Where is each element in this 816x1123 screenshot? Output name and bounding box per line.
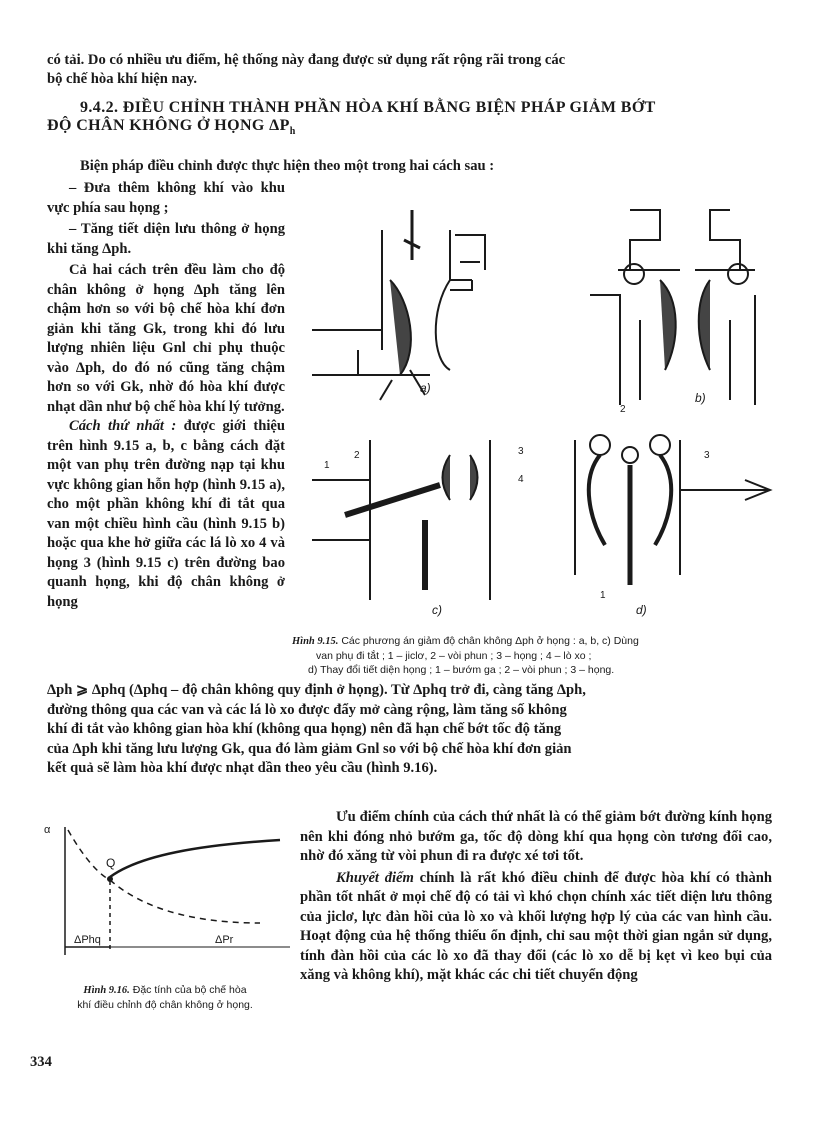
intro-line-2: bộ chế hòa khí hiện nay. — [47, 71, 198, 87]
page-number: 334 — [30, 1054, 52, 1070]
point-q — [108, 877, 113, 882]
disadvantage-title: Khuyết điểm — [336, 869, 414, 886]
d-num-2: 2 — [620, 404, 626, 415]
section-heading-line-1: 9.4.2. ĐIỀU CHỈNH THÀNH PHẦN HÒA KHÍ BẰNG BIỆN PHÁP GIẢM BỚT — [80, 99, 656, 116]
figure-9-16-caption: Hình 9.16. Đặc tính của bộ chế hòa khí điều chỉnh độ chân không ở họng. — [77, 984, 253, 1011]
right-column — [300, 808, 772, 986]
bullet-1: – Đưa thêm không khí vào khu vực phía sau họng ; — [47, 180, 285, 216]
disadvantage-paragraph: Khuyết điểm chính là rất khó điều chỉnh để được hòa khí có thành phần tốt nhất ở mọi chế độ có tải vì khó chọn chính xác tiết diện lưu thông của jiclơ, lực đàn hồi của lò xo và khối lượng hợp lý của các van hình cầu. Hoạt động của hệ thống thiếu ổn định, chỉ sau một thời gian ngắn sử dụng, tính đàn hồi của các lò xo đã thay đổi (các lò xo dễ bị kẹt vì keo bụi của xăng và không khí), mặt khác các chi tiết chuyển động — [300, 869, 772, 983]
method-1-paragraph: Cách thứ nhất : được giới thiệu trên hình 9.15 a, b, c bằng cách đặt một van phụ trên đường nạp tại khu vực không gian hỗn hợp (hình 9.15 a), cho một phần không khí đi tắt qua van một chiều hình cầu (hình 9.15 b) hoặc qua khe hở giữa các lá lò xo 4 và họng 3 (hình 9.15 c) trên đường bao quanh họng, khi độ chân không ở họng — [47, 418, 286, 610]
lead-sentence: Biện pháp điều chỉnh được thực hiện theo một trong hai cách sau : — [80, 158, 495, 174]
diagram-c — [312, 440, 524, 617]
diagram-d — [575, 404, 770, 617]
c-num-3: 3 — [518, 446, 524, 457]
paragraph-1: Cả hai cách trên đều làm cho độ chân không ở họng Δph tăng lên chậm hơn so với bộ chế hòa khí đơn giản khi tăng Gk, trong khi đó lưu lượng nhiên liệu Gnl chỉ phụ thuộc vào Δph, do đó nó cũng tăng chậm hơn so với Gk, nhờ đó hòa khí được nhạt dần như bộ chế hòa khí lý tưởng. — [47, 262, 285, 415]
label-a: a) — [420, 381, 431, 395]
solid-curve — [110, 840, 280, 877]
axis-alpha-label: α — [44, 824, 51, 836]
dphq-label: ΔPhq — [74, 934, 101, 946]
left-column — [47, 179, 285, 612]
label-c: c) — [432, 603, 442, 617]
c-num-2: 2 — [354, 450, 360, 461]
label-b: b) — [695, 391, 706, 405]
intro-line-1: có tải. Do có nhiều ưu điểm, hệ thống này đang được sử dụng rất rộng rãi trong các — [47, 52, 566, 68]
figure-9-15 — [300, 200, 780, 630]
figure-9-16 — [40, 815, 300, 965]
point-q-label: Q — [106, 856, 116, 870]
figure-9-15-caption: Hình 9.15. Các phương án giảm độ chân không Δph ở họng : a, b, c) Dùng van phụ đi tắt ; 1 – jiclơ, 2 – vòi phun ; 3 – họng ; 4 – lò xo ; d) Thay đổi tiết diện họng ; 1 – bướm ga ; 2 – vòi phun ; 3 – họng. — [292, 635, 639, 676]
diagram-a — [312, 210, 485, 400]
label-d: d) — [636, 603, 647, 617]
c-num-1: 1 — [324, 460, 330, 471]
d-num-1: 1 — [600, 590, 606, 601]
full-width-paragraph: Δph ⩾ Δphq (Δphq – độ chân không quy định ở họng). Từ Δphq trở đi, càng tăng Δph, đường thông qua các van và các lá lò xo được đẩy mở càng rộng, làm tăng số không khí đi tắt vào không gian hòa khí (không qua họng) nên đã hạn chế bớt tốc độ tăng của Δph khi tăng lưu lượng Gk, qua đó làm giảm Gnl so với bộ chế hòa khí đơn giản kết quả sẽ làm hòa khí được nhạt dần theo yêu cầu (hình 9.16). — [47, 682, 586, 776]
diagram-b — [590, 210, 755, 405]
d-num-3: 3 — [704, 450, 710, 461]
c-num-4: 4 — [518, 474, 524, 485]
bullet-2: – Tăng tiết diện lưu thông ở họng khi tăng Δph. — [47, 221, 285, 257]
method-1-title: Cách thứ nhất : — [69, 418, 177, 434]
advantage-paragraph: Ưu điểm chính của cách thứ nhất là có thể giảm bớt đường kính họng nên khi đóng nhỏ bướm ga, tốc độ dòng khí qua họng còn tương đối cao, nhờ đó xăng từ vòi phun đi ra được xé tơi tốt. — [300, 809, 772, 864]
section-heading-line-2: ĐỘ CHÂN KHÔNG Ở HỌNG $\Delta P_h$ — [47, 117, 296, 138]
dpr-label: ΔPr — [215, 934, 234, 946]
